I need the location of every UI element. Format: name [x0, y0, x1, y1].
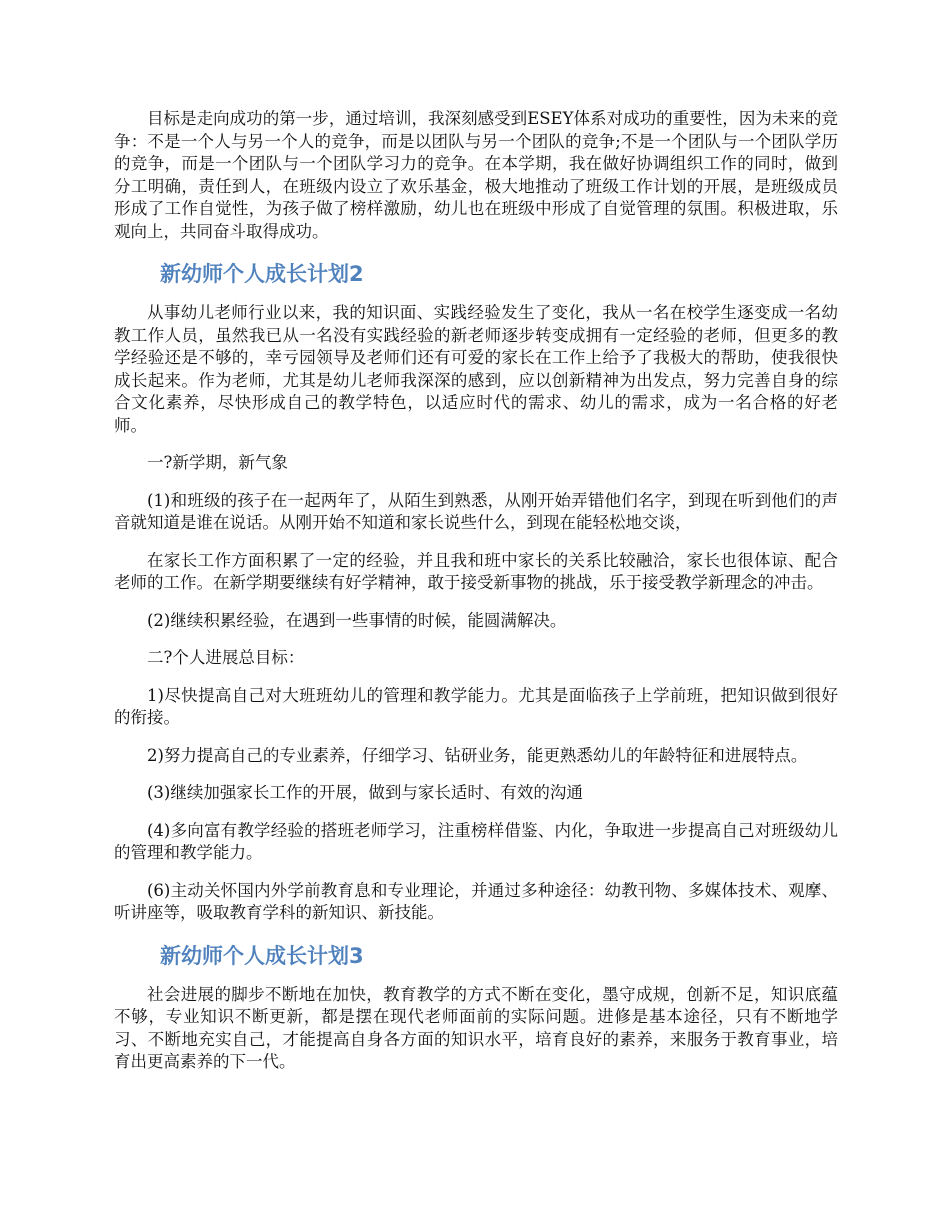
section2-paragraph-intro: 从事幼儿老师行业以来，我的知识面、实践经验发生了变化，我从一名在校学生逐变成一名幼教工作人员，虽然我已从一名没有实践经验的新老师逐步转变成拥有一定经验的老师，但更多的教学经验还是不够的，幸亏园领导及老师们还有可爱的家长在工作上给予了我极大的帮助，使我很快成长起来。作为老师，尤其是幼儿老师我深深的感到，应以创新精神为出发点，努力完善自身的综合文化素养，尽快形成自己的教学特色，以适应时代的需求、幼儿的需求，成为一名合格的好老师。	[114, 303, 838, 435]
section2-paragraph-parents: 在家长工作方面积累了一定的经验，并且我和班中家长的关系比较融洽，家长也很体谅、配合老师的工作。在新学期要继续有好学精神，敢于接受新事物的挑战，乐于接受教学新理念的冲击。	[114, 550, 838, 592]
section2-goal-3: (3)继续加强家长工作的开展，做到与家长适时、有效的沟通	[147, 783, 583, 802]
section3-paragraph-intro: 社会进展的脚步不断地在加快，教育教学的方式不断在变化，墨守成规，创新不足，知识底蕴不够，专业知识不断更新，都是摆在现代老师面前的实际问题。进修是基本途径，只有不断地学习、不断地充实自己，才能提高自身各方面的知识水平，培育良好的素养，来服务于教育事业，培育出更高素养的下一代。	[114, 984, 838, 1071]
section2-subheading-new-semester: 一?新学期，新气象	[147, 453, 288, 472]
section2-goal-4: (4)多向富有教学经验的搭班老师学习，注重榜样借鉴、内化，争取进一步提高自己对班级幼儿的管理和教学能力。	[114, 820, 838, 862]
section2-paragraph-item-1: (1)和班级的孩子在一起两年了，从陌生到熟悉，从刚开始弄错他们名字，到现在听到他们的声音就知道是谁在说话。从刚开始不知道和家长说些什么，到现在能轻松地交谈，	[114, 490, 838, 532]
section2-goal-1: 1)尽快提高自己对大班班幼儿的管理和教学能力。尤其是面临孩子上学前班，把知识做到很好的衔接。	[114, 685, 838, 727]
document-body	[114, 108, 838, 1089]
section2-paragraph-item-2: (2)继续积累经验，在遇到一些事情的时候，能圆满解决。	[147, 610, 567, 630]
section2-subheading-goals: 二?个人进展总目标：	[147, 648, 305, 667]
intro-paragraph: 目标是走向成功的第一步，通过培训，我深刻感受到ESEY体系对成功的重要性，因为未来的竞争：不是一个人与另一个人的竞争，而是以团队与另一个团队的竞争;不是一个团队与一个团队学历的竞争，而是一个团队与一个团队学习力的竞争。在本学期，我在做好协调组织工作的同时，做到分工明确，责任到人，在班级内设立了欢乐基金，极大地推动了班级工作计划的开展，是班级成员形成了工作自觉性，为孩子做了榜样激励，幼儿也在班级中形成了自觉管理的氛围。积极进取，乐观向上，共同奋斗取得成功。	[114, 109, 838, 241]
section-heading-2: 新幼师个人成长计划2	[160, 262, 364, 286]
section2-goal-6: (6)主动关怀国内外学前教育息和专业理论，并通过多种途径：幼教刊物、多媒体技术、观摩、听讲座等，吸取教育学科的新知识、新技能。	[114, 880, 838, 922]
section2-goal-2: 2)努力提高自己的专业素养，仔细学习、钻研业务，能更熟悉幼儿的年龄特征和进展特点。	[147, 745, 808, 765]
section-heading-3: 新幼师个人成长计划3	[160, 943, 364, 968]
